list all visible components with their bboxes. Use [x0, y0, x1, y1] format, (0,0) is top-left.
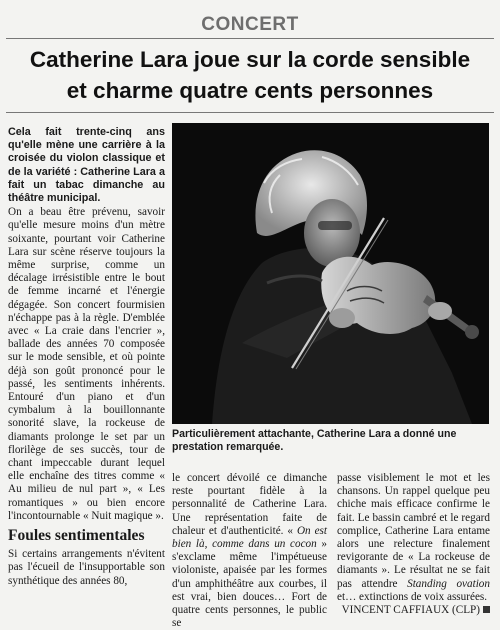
photo-caption: Particulièrement attachante, Catherine Lara a donné une prestation remarquée. [172, 428, 457, 453]
section-rubric: CONCERT [201, 14, 299, 35]
article-body-1: On a beau être prévenu, savoir qu'elle mesure moins d'un mètre soixante, pourtant voir Catherine Lara sur scène réserve toujours la même surprise, comme un décalage irrésistible entre le bout de femme incarné et l'énergie dégagée. Son concert fourmisien n'échappe pas à la règle. D'emblée avec « La craie dans l'encrier », ballade des années 70 composée sur le mode sensible, et où pointe déjà son goût prononcé pour le passé, les sentiments inhérents. Entouré d'un piano et d'un cymbalum à la bouillonnante sonorité slave, la rockeuse de diamants prolonge le set par un florilège de ses succès, tour de chant impeccable durant lequel elle enchaîne des titres comme « Au milieu de nul part », « Les romantiques » ou bien encore l'incontournable « Nuit magique ». [8, 206, 165, 522]
performer-violin-illustration [172, 123, 489, 424]
article-body-3a: passe visiblement le mot et les chansons. Un rappel quelque peu chiche mais efficace confirme le fait. Le bassin cambré et le regard complice, Catherine Lara entame alors une relecture finalement revigorante de « La rockeuse de diamants ». Le résultat ne se fait pas attendre [337, 472, 490, 590]
headline-line-1: Catherine Lara joue sur la corde sensible [29, 47, 471, 72]
article-lead: Cela fait trente-cinq ans qu'elle mène une carrière à la croisée du violon classique et de la variété : Catherine Lara a fait un tabac dimanche au théâtre municipal. [8, 126, 165, 205]
end-square-icon [483, 606, 490, 613]
article-italic-phrase: Standing ovation [407, 577, 490, 590]
article-body-1-tail: Si certains arrangements n'évitent pas l'écueil de l'insupportable son synthétique des années 80, [8, 548, 165, 587]
article-body-3b: et… extinctions de voix assurées. [337, 590, 488, 603]
article-body-2a: le concert dévoilé ce dimanche reste pourtant fidèle à la personnalité de Catherine Lara. Une représentation faite de chaleur et d'authenticité. « [172, 472, 327, 537]
byline-text: VINCENT CAFFIAUX (CLP) [341, 604, 480, 617]
headline-rule [6, 112, 494, 113]
article-body-2b: » s'exclame même l'impétueuse violoniste, apaisée par les formes d'un amphithéâtre aux courbes, il est vrai, bien douces… Fort de quatre cents personnes, le public se [172, 538, 327, 630]
article-quote: On est bien là, comme dans un cocon [172, 524, 327, 551]
article-body-2 [172, 472, 327, 630]
headline-line-2: et charme quatre cents personnes [66, 78, 434, 103]
article-column-1 [8, 126, 165, 588]
concert-photo [172, 123, 489, 424]
headline [0, 44, 500, 106]
article-column-2 [172, 472, 327, 630]
article-byline [337, 604, 490, 617]
top-rule [6, 38, 494, 39]
article-column-3 [337, 472, 490, 617]
article-body-3 [337, 472, 490, 604]
article-subhead: Foules sentimentales [8, 527, 145, 545]
